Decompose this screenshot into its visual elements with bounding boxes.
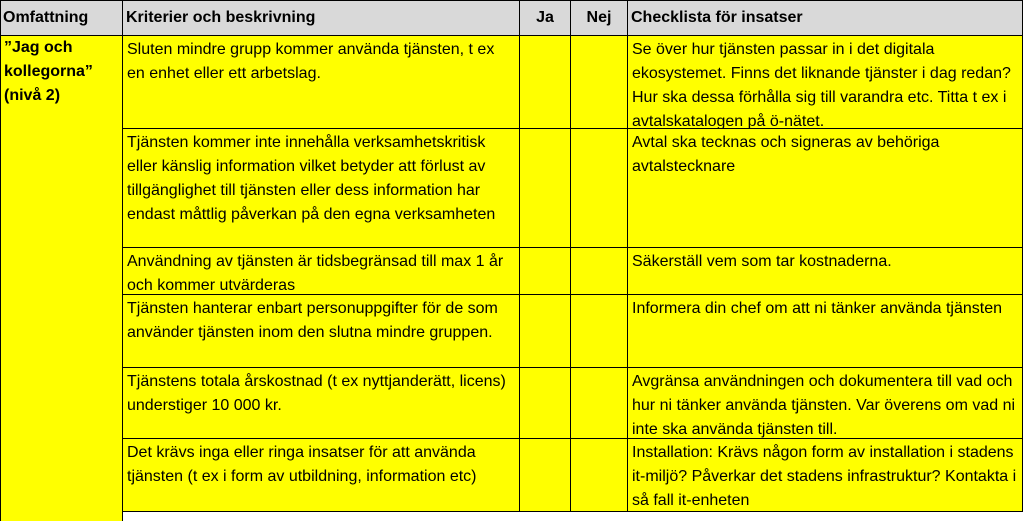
column-divider xyxy=(570,0,571,512)
criterion-cell[interactable]: Användning av tjänsten är tidsbegränsad till max 1 år och kommer utvärderas xyxy=(123,248,519,294)
checklist-cell[interactable]: Se över hur tjänsten passar in i det digitala ekosystemet. Finns det liknande tjänster i dag redan? Hur ska dessa förhålla sig till varandra etc. Titta t ex i avtalskatalogen på ö-nätet. xyxy=(628,36,1023,128)
ja-cell[interactable] xyxy=(520,248,570,294)
header-ja[interactable]: Ja xyxy=(520,0,570,36)
nej-cell[interactable] xyxy=(571,248,627,294)
column-divider xyxy=(627,0,628,512)
criterion-cell[interactable]: Tjänsten hanterar enbart personuppgifter för de som använder tjänsten inom den slutna mindre gruppen. xyxy=(123,295,519,367)
criterion-cell[interactable]: Tjänsten kommer inte innehålla verksamhetskritisk eller känslig information vilket betyder att förlust av tillgänglighet till tjänsten eller dess information har endast måttlig påverkan på den egna verksamheten xyxy=(123,129,519,247)
row-divider xyxy=(0,0,1023,1)
header-nej[interactable]: Nej xyxy=(571,0,627,36)
row-divider xyxy=(122,438,1023,439)
row-divider xyxy=(122,247,1023,248)
empty-row[interactable] xyxy=(123,512,1023,521)
ja-cell[interactable] xyxy=(520,368,570,438)
column-divider xyxy=(122,0,123,521)
header-kriterier[interactable]: Kriterier och beskrivning xyxy=(123,0,519,36)
checklist-cell[interactable]: Avtal ska tecknas och signeras av behöriga avtalstecknare xyxy=(628,129,1023,247)
criterion-cell[interactable]: Det krävs inga eller ringa insatser för att använda tjänsten (t ex i form av utbildning, information etc) xyxy=(123,439,519,511)
scope-label-cell[interactable]: ”Jag och kollegorna” (nivå 2) xyxy=(0,36,122,521)
nej-cell[interactable] xyxy=(571,36,627,128)
nej-cell[interactable] xyxy=(571,295,627,367)
row-divider xyxy=(122,294,1023,295)
row-divider xyxy=(122,367,1023,368)
nej-cell[interactable] xyxy=(571,368,627,438)
criterion-cell[interactable]: Sluten mindre grupp kommer använda tjänsten, t ex en enhet eller ett arbetslag. xyxy=(123,36,519,128)
column-divider xyxy=(0,0,1,521)
header-omfattning[interactable]: Omfattning xyxy=(0,0,122,36)
row-divider xyxy=(122,128,1023,129)
checklist-cell[interactable]: Avgränsa användningen och dokumentera till vad och hur ni tänker använda tjänsten. Var överens om vad ni inte ska använda tjänsten till. xyxy=(628,368,1023,438)
column-divider xyxy=(519,0,520,512)
row-divider xyxy=(0,35,1023,36)
ja-cell[interactable] xyxy=(520,439,570,511)
criterion-cell[interactable]: Tjänstens totala årskostnad (t ex nyttjanderätt, licens) understiger 10 000 kr. xyxy=(123,368,519,438)
ja-cell[interactable] xyxy=(520,129,570,247)
ja-cell[interactable] xyxy=(520,295,570,367)
header-checklista[interactable]: Checklista för insatser xyxy=(628,0,1023,36)
ja-cell[interactable] xyxy=(520,36,570,128)
nej-cell[interactable] xyxy=(571,129,627,247)
row-divider xyxy=(122,511,1023,512)
nej-cell[interactable] xyxy=(571,439,627,511)
checklist-cell[interactable]: Informera din chef om att ni tänker använda tjänsten xyxy=(628,295,1023,367)
checklist-cell[interactable]: Säkerställ vem som tar kostnaderna. xyxy=(628,248,1023,294)
checklist-cell[interactable]: Installation: Krävs någon form av installation i stadens it-miljö? Påverkar det stadens infrastruktur? Kontakta i så fall it-enheten xyxy=(628,439,1023,511)
